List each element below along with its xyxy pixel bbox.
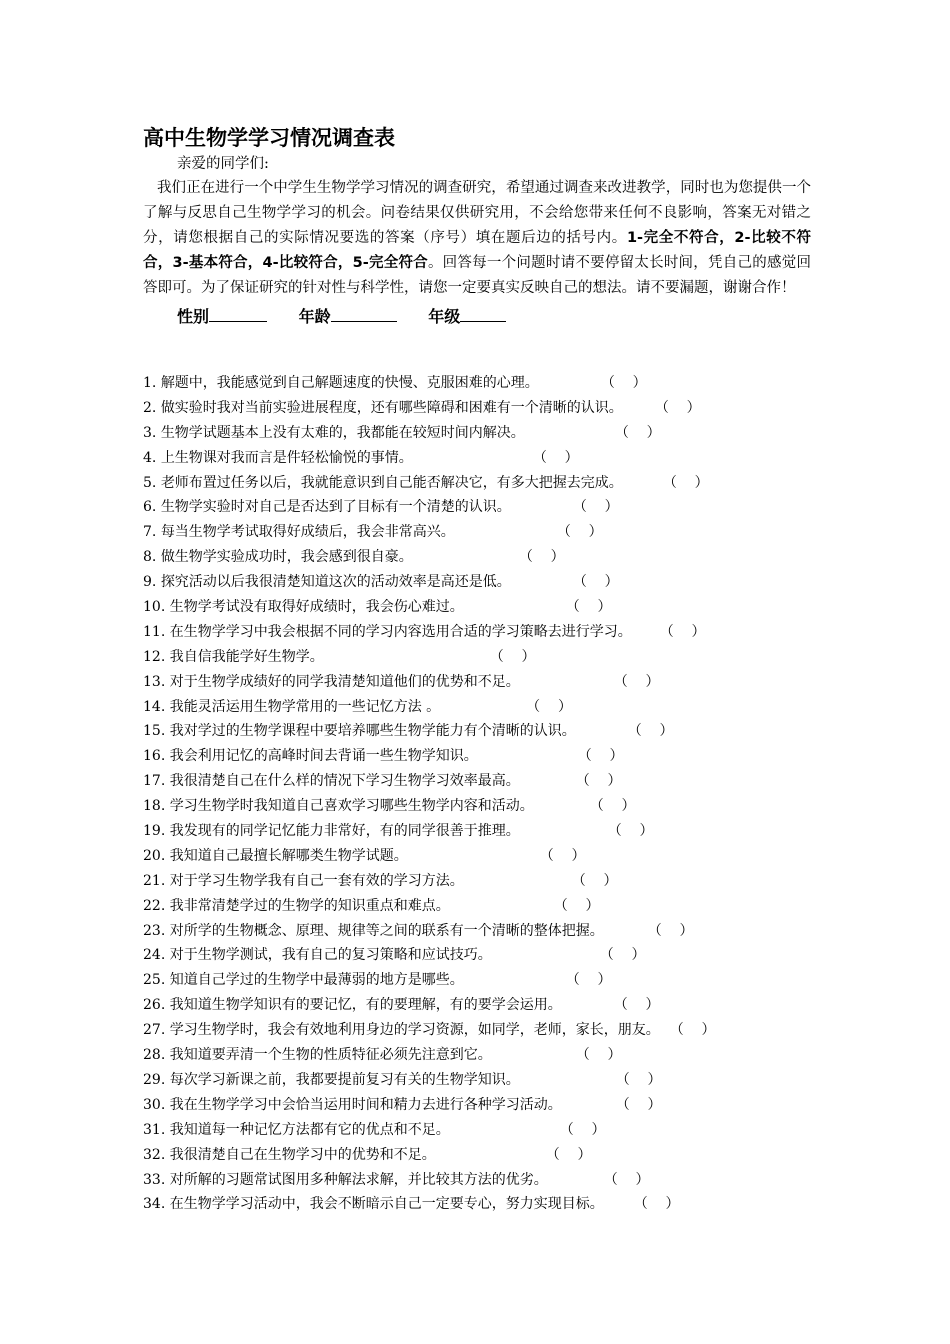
question-number: 3. — [143, 424, 157, 441]
answer-parentheses[interactable]: （ ） — [556, 524, 603, 541]
grade-blank[interactable] — [460, 303, 506, 322]
greeting: 亲爱的同学们: — [177, 156, 269, 172]
question-number: 13. — [143, 673, 166, 690]
question-item — [143, 520, 811, 545]
question-number: 22. — [143, 897, 166, 914]
question-number: 14. — [143, 698, 166, 715]
question-text: 我对学过的生物学课程中要培养哪些生物学能力有个清晰的认识。 — [169, 723, 576, 740]
question-item — [143, 769, 811, 794]
question-number: 7. — [143, 524, 157, 541]
question-number: 5. — [143, 474, 157, 491]
question-number: 26. — [143, 997, 166, 1014]
question-item — [143, 1043, 811, 1068]
answer-parentheses[interactable]: （ ） — [613, 673, 660, 690]
question-text: 生物学试题基本上没有太难的，我都能在较短时间内解决。 — [160, 424, 525, 441]
question-number: 8. — [143, 549, 157, 566]
question-text: 我会利用记忆的高峰时间去背诵一些生物学知识。 — [169, 748, 478, 765]
question-number: 33. — [143, 1171, 166, 1188]
question-number: 25. — [143, 972, 166, 989]
question-number: 19. — [143, 823, 166, 840]
answer-parentheses[interactable]: （ ） — [572, 574, 619, 591]
question-text: 对于生物学成绩好的同学我清楚知道他们的优势和不足。 — [169, 673, 520, 690]
question-text: 上生物课对我而言是件轻松愉悦的事情。 — [160, 449, 413, 466]
question-text: 学习生物学时我知道自己喜欢学习哪些生物学内容和活动。 — [169, 798, 534, 815]
question-item — [143, 719, 811, 744]
gender-label: 性别 — [177, 307, 210, 326]
respondent-info-row — [143, 303, 811, 331]
question-item — [143, 1068, 811, 1093]
age-label: 年龄 — [298, 307, 331, 326]
gender-field[interactable] — [177, 303, 267, 331]
answer-parentheses[interactable]: （ ） — [659, 623, 706, 640]
question-number: 34. — [143, 1196, 166, 1213]
page-title: 高中生物学学习情况调查表 — [143, 126, 395, 150]
question-item — [143, 894, 811, 919]
answer-parentheses[interactable]: （ ） — [571, 872, 618, 889]
question-number: 2. — [143, 399, 157, 416]
question-number: 32. — [143, 1146, 166, 1163]
question-text: 对于学习生物学我有自己一套有效的学习方法。 — [169, 872, 464, 889]
question-item — [143, 794, 811, 819]
grade-label: 年级 — [428, 307, 461, 326]
question-number: 16. — [143, 748, 166, 765]
question-number: 1. — [143, 375, 157, 391]
question-number: 6. — [143, 499, 157, 516]
question-text: 我发现有的同学记忆能力非常好，有的同学很善于推理。 — [169, 823, 520, 840]
question-item — [143, 919, 811, 944]
question-text: 我能灵活运用生物学常用的一些记忆方法 。 — [169, 698, 441, 715]
question-text: 学习生物学时，我会有效地利用身边的学习资源，如同学，老师，家长，朋友。 — [169, 1022, 660, 1039]
question-item — [143, 1143, 811, 1168]
question-text: 我知道每一种记忆方法都有它的优点和不足。 — [169, 1121, 450, 1138]
question-item — [143, 1093, 811, 1118]
answer-parentheses[interactable]: （ ） — [539, 847, 586, 864]
answer-parentheses[interactable]: （ ） — [518, 549, 565, 566]
question-text: 生物学考试没有取得好成绩时，我会伤心难过。 — [169, 599, 464, 616]
answer-parentheses[interactable]: （ ） — [600, 375, 647, 391]
question-text: 知道自己学过的生物学中最薄弱的地方是哪些。 — [169, 972, 464, 989]
question-text: 我知道生物学知识有的要记忆，有的要理解，有的要学会运用。 — [169, 997, 562, 1014]
answer-parentheses[interactable]: （ ） — [559, 1121, 606, 1138]
answer-parentheses[interactable]: （ ） — [647, 922, 694, 939]
survey-document — [143, 124, 812, 1213]
answer-parentheses[interactable]: （ ） — [599, 947, 646, 964]
question-text: 每当生物学考试取得好成绩后，我会非常高兴。 — [160, 524, 455, 541]
answer-parentheses[interactable]: （ ） — [575, 773, 622, 790]
answer-parentheses[interactable]: （ ） — [577, 748, 624, 765]
question-number: 4. — [143, 449, 157, 466]
age-blank[interactable] — [331, 303, 397, 322]
question-item — [143, 844, 811, 869]
question-item — [143, 371, 811, 396]
question-text: 我知道自己最擅长解哪类生物学试题。 — [169, 847, 408, 864]
question-item — [143, 1192, 811, 1217]
answer-parentheses[interactable]: （ ） — [607, 823, 654, 840]
question-text: 对于生物学测试，我有自己的复习策略和应试技巧。 — [169, 947, 492, 964]
question-number: 31. — [143, 1121, 166, 1138]
answer-parentheses[interactable]: （ ） — [662, 474, 709, 491]
answer-parentheses[interactable]: （ ） — [614, 424, 661, 441]
question-item — [143, 595, 811, 620]
question-item — [143, 645, 811, 670]
question-item — [143, 943, 811, 968]
answer-parentheses[interactable]: （ ） — [627, 723, 674, 740]
answer-parentheses[interactable]: （ ） — [575, 1047, 622, 1064]
question-item — [143, 545, 811, 570]
question-item — [143, 968, 811, 993]
question-item — [143, 620, 811, 645]
question-item — [143, 495, 811, 520]
question-item — [143, 570, 811, 595]
question-item — [143, 1118, 811, 1143]
answer-parentheses[interactable]: （ ） — [526, 698, 572, 715]
question-text: 我很清楚自己在生物学习中的优势和不足。 — [169, 1146, 436, 1163]
question-text: 老师布置过任务以后，我就能意识到自己能否解决它，有多大把握去完成。 — [160, 474, 623, 491]
intro-text-part2: 。回答每一个问题时请不要停留太长时间，凭自己的感觉回答即可。为了保证研究的针对性与科学性，请您一定要真实反映自己的想法。请不要漏题，谢谢合作！ — [143, 255, 811, 296]
answer-parentheses[interactable]: （ ） — [654, 399, 701, 416]
question-item — [143, 869, 811, 894]
question-text: 对所学的生物概念、原理、规律等之间的联系有一个清晰的整体把握。 — [169, 922, 604, 939]
rating-scale: 1-完全不符合，2-比较不符合，3-基本符合，4-比较符合，5-完全符合 — [143, 230, 812, 271]
gender-blank[interactable] — [209, 303, 267, 322]
question-number: 18. — [143, 798, 166, 815]
question-number: 15. — [143, 723, 166, 740]
question-text: 生物学实验时对自己是否达到了目标有一个清楚的认识。 — [160, 499, 511, 516]
question-number: 9. — [143, 574, 157, 591]
question-number: 30. — [143, 1096, 166, 1113]
intro-text-part1: 我们正在进行一个中学生生物学学习情况的调查研究，希望通过调查来改进教学，同时也为您提供一个了解与反思自己生物学学习的机会。问卷结果仅供研究用，不会给您带来任何不良影响，答案无对错之分，请您根据自己的实际情况要选的答案（序号）填在题后边的括号内。 — [143, 180, 811, 246]
question-number: 28. — [143, 1047, 166, 1064]
question-number: 23. — [143, 922, 166, 939]
question-number: 17. — [143, 773, 166, 790]
answer-parentheses[interactable]: （ ） — [572, 499, 619, 516]
answer-parentheses[interactable]: （ ） — [613, 997, 660, 1014]
question-number: 20. — [143, 847, 166, 864]
question-item — [143, 396, 811, 421]
question-text: 做生物学实验成功时，我会感到很自豪。 — [160, 549, 413, 566]
question-text: 探究活动以后我很清楚知道这次的活动效率是高还是低。 — [160, 574, 511, 591]
question-text: 我非常清楚学过的生物学的知识重点和难点。 — [169, 897, 450, 914]
question-item — [143, 819, 811, 844]
question-text: 我在生物学学习中会恰当运用时间和精力去进行各种学习活动。 — [169, 1096, 562, 1113]
grade-field[interactable] — [428, 303, 506, 331]
answer-parentheses[interactable]: （ ） — [615, 1096, 662, 1113]
intro-paragraph — [143, 176, 811, 301]
answer-parentheses[interactable]: （ ） — [553, 897, 600, 914]
question-number: 10. — [143, 599, 166, 616]
question-text: 每次学习新课之前，我都要提前复习有关的生物学知识。 — [169, 1071, 520, 1088]
question-number: 11. — [143, 623, 166, 640]
question-text: 我很清楚自己在什么样的情况下学习生物学习效率最高。 — [169, 773, 520, 790]
question-text: 我自信我能学好生物学。 — [169, 648, 324, 665]
question-text: 做实验时我对当前实验进展程度，还有哪些障碍和困难有一个清晰的认识。 — [160, 399, 623, 416]
question-text: 我知道要弄清一个生物的性质特征必须先注意到它。 — [169, 1047, 492, 1064]
question-text: 在生物学学习中我会根据不同的学习内容选用合适的学习策略去进行学习。 — [169, 623, 632, 640]
answer-parentheses[interactable]: （ ） — [489, 648, 536, 665]
question-item — [143, 1018, 811, 1043]
answer-parentheses[interactable]: （ ） — [565, 599, 612, 616]
answer-parentheses[interactable]: （ ） — [532, 449, 579, 466]
answer-parentheses[interactable]: （ ） — [633, 1196, 680, 1213]
question-item — [143, 446, 811, 471]
question-number: 12. — [143, 648, 166, 665]
question-text: 在生物学学习活动中，我会不断暗示自己一定要专心，努力实现目标。 — [169, 1196, 604, 1213]
question-item — [143, 471, 811, 496]
question-number: 27. — [143, 1022, 166, 1039]
question-list — [143, 371, 811, 1217]
question-item — [143, 670, 811, 695]
age-field[interactable] — [299, 303, 397, 331]
question-text: 解题中，我能感觉到自己解题速度的快慢、克服困难的心理。 — [160, 375, 539, 391]
question-item — [143, 421, 811, 446]
question-number: 24. — [143, 947, 166, 964]
question-number: 29. — [143, 1071, 166, 1088]
question-item — [143, 695, 811, 720]
question-item — [143, 993, 811, 1018]
answer-parentheses[interactable]: （ ） — [603, 1171, 650, 1188]
answer-parentheses[interactable]: （ ） — [589, 798, 636, 815]
answer-parentheses[interactable]: （ ） — [565, 972, 612, 989]
question-item — [143, 1168, 811, 1193]
question-item — [143, 744, 811, 769]
answer-parentheses[interactable]: （ ） — [545, 1146, 592, 1163]
question-text: 对所解的习题常试图用多种解法求解，并比较其方法的优劣。 — [169, 1171, 548, 1188]
answer-parentheses[interactable]: （ ） — [615, 1071, 662, 1088]
question-number: 21. — [143, 872, 166, 889]
answer-parentheses[interactable]: （ ） — [669, 1022, 716, 1039]
